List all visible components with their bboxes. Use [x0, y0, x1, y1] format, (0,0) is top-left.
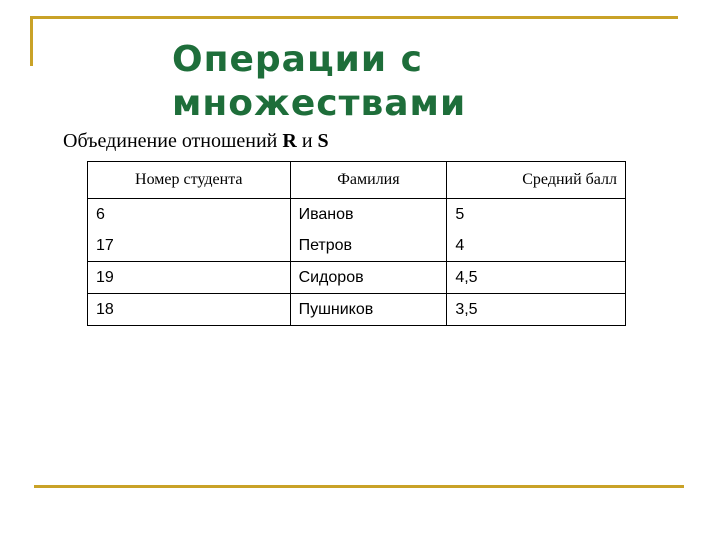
table-cell-surname	[290, 199, 447, 262]
cell-value: 5	[455, 206, 465, 223]
table-cell-average-grade: 3,5	[447, 294, 626, 326]
table-cell-average-grade	[447, 199, 626, 262]
header-average-grade: Средний балл	[447, 162, 626, 199]
subtitle-prefix: Объединение отношений	[63, 130, 283, 152]
left-decorative-rule	[30, 16, 33, 66]
bottom-decorative-rule	[34, 485, 684, 488]
table-row	[88, 294, 626, 326]
table-cell-student-number: 18	[88, 294, 291, 326]
relation-r-label: R	[282, 130, 297, 152]
header-student-number: Номер студента	[88, 162, 291, 199]
slide-title	[172, 38, 592, 126]
slide-title-line-2: множествами	[172, 83, 467, 124]
cell-value: 17	[96, 237, 114, 254]
top-decorative-rule	[30, 16, 678, 19]
table-cell-student-number: 19	[88, 262, 291, 294]
relation-s-label: S	[317, 130, 329, 152]
subtitle-conjunction: и	[296, 130, 318, 152]
table-row	[88, 199, 626, 262]
table-row	[88, 262, 626, 294]
cell-value: 4	[455, 237, 465, 254]
cell-value: 6	[96, 206, 105, 223]
table-cell-average-grade: 4,5	[447, 262, 626, 294]
header-surname: Фамилия	[290, 162, 447, 199]
table-cell-student-number	[88, 199, 291, 262]
cell-value: Петров	[298, 237, 353, 254]
cell-value: Иванов	[298, 206, 354, 223]
table-cell-surname: Пушников	[290, 294, 447, 326]
slide-title-line-1: Операции с	[172, 39, 423, 80]
slide-subtitle	[63, 130, 329, 153]
union-result-table	[87, 161, 626, 326]
table-cell-surname: Сидоров	[290, 262, 447, 294]
table-header-row	[88, 162, 626, 199]
